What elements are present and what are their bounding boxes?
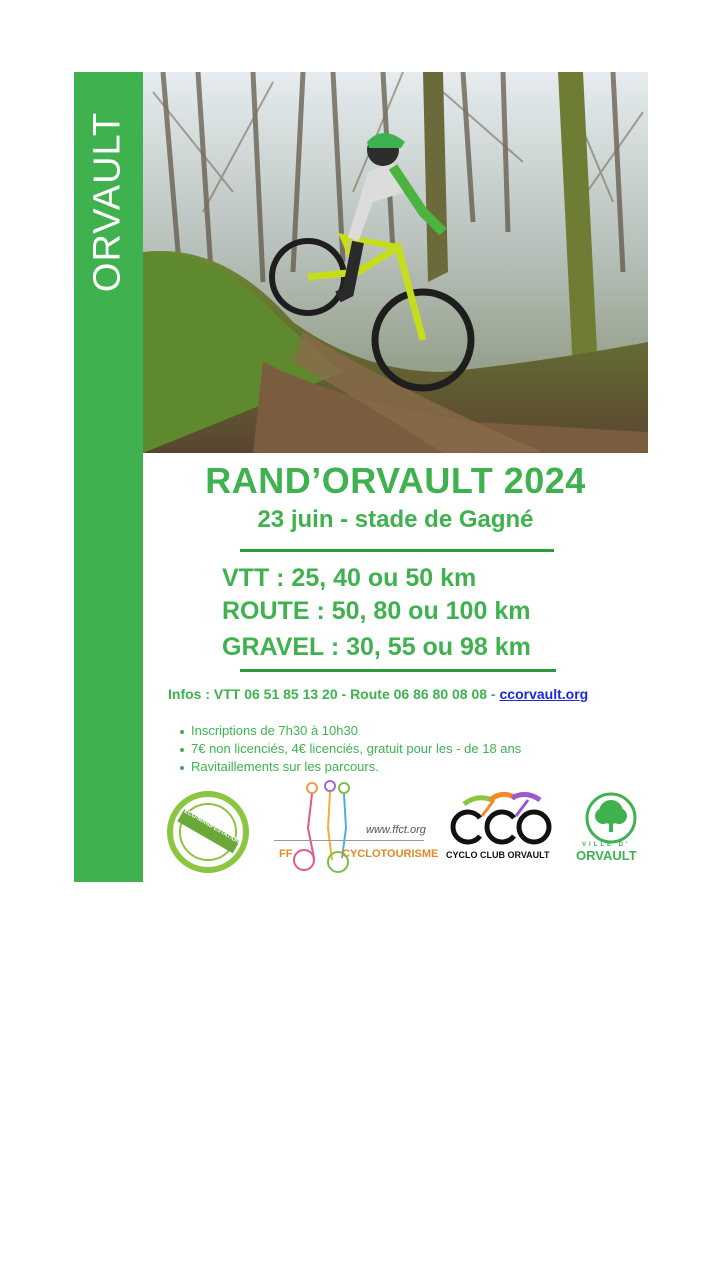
event-title: RAND’ORVAULT 2024 — [205, 460, 586, 501]
ffct-logo — [274, 778, 439, 874]
info-bullets — [180, 722, 521, 776]
mountain-bike-photo — [143, 72, 648, 453]
infos-phones: Infos : VTT 06 51 85 13 20 - Route 06 86 80 08 08 - — [168, 686, 500, 702]
bullet-item: Ravitaillements sur les parcours. — [180, 758, 521, 776]
infos-line — [168, 686, 588, 702]
event-subtitle: 23 juin - stade de Gagné — [257, 506, 534, 533]
ffct-url: www.ffct.org — [366, 824, 426, 836]
distance-vtt: VTT : 25, 40 ou 50 km — [222, 564, 477, 592]
ffct-right-label: CYCLOTOURISME — [342, 848, 439, 860]
website-link[interactable]: ccorvault.org — [499, 686, 589, 702]
side-band-title: ORVAULT — [86, 111, 129, 293]
ville-small-label: VILLE D' — [582, 842, 631, 848]
cco-label: CYCLO CLUB ORVAULT — [446, 850, 550, 860]
distance-route: ROUTE : 50, 80 ou 100 km — [222, 597, 531, 625]
divider-bottom — [240, 669, 556, 672]
hero-photo — [143, 72, 648, 453]
ville-orvault-logo — [576, 792, 646, 864]
cyclo-club-orvault-logo — [442, 786, 554, 866]
eco-logo-text: ECO-MANIFESTATION — [182, 808, 241, 846]
side-band — [74, 72, 143, 882]
eco-manifestation-logo — [166, 790, 250, 874]
divider-top — [240, 549, 554, 552]
distance-gravel: GRAVEL : 30, 55 ou 98 km — [222, 633, 531, 661]
event-poster — [74, 72, 648, 882]
bullet-item: 7€ non licenciés, 4€ licenciés, gratuit pour les - de 18 ans — [180, 740, 521, 758]
bullet-item: Inscriptions de 7h30 à 10h30 — [180, 722, 521, 740]
ffct-underline — [274, 840, 424, 841]
ville-big-label: ORVAULT — [576, 848, 637, 863]
ffct-left-label: FF — [279, 848, 293, 860]
